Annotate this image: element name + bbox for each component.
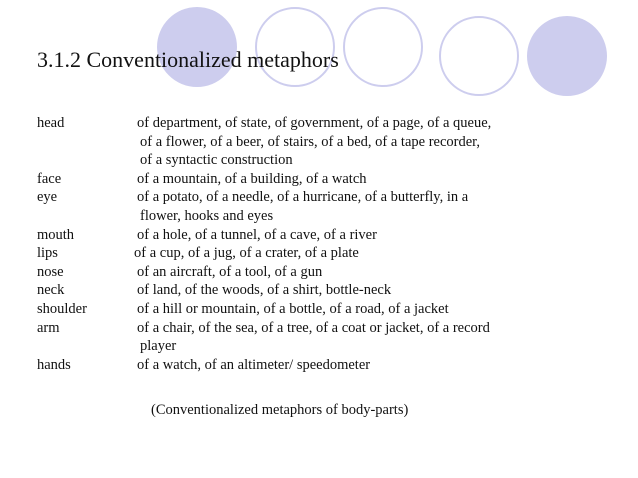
definition-line: of a mountain, of a building, of a watch — [137, 170, 367, 187]
entry-definition — [137, 170, 597, 189]
definition-line: of a chair, of the sea, of a tree, of a coat or jacket, of a record — [137, 319, 490, 336]
definition-line: player — [140, 338, 177, 355]
decorative-circle-ring-3 — [439, 16, 519, 96]
entry-nose — [37, 263, 597, 282]
definition-line: of a cup, of a jug, of a crater, of a plate — [134, 245, 359, 262]
entry-lips — [37, 244, 597, 263]
entry-mouth — [37, 226, 597, 245]
entry-definition — [137, 319, 597, 356]
slide-caption: (Conventionalized metaphors of body-parts) — [151, 402, 409, 418]
entry-definition — [137, 281, 597, 300]
entry-definition — [134, 244, 597, 263]
definition-line: of a syntactic construction — [140, 152, 293, 169]
entry-definition — [137, 188, 597, 225]
definition-line: of a potato, of a needle, of a hurricane, of a butterfly, in a — [137, 189, 469, 206]
slide-title: 3.1.2 Conventionalized metaphors — [37, 47, 339, 72]
decorative-circle-filled-2 — [527, 16, 607, 96]
entry-term: lips — [37, 245, 58, 262]
entry-head — [37, 114, 597, 170]
entry-face — [37, 170, 597, 189]
definition-line: of a flower, of a beer, of stairs, of a bed, of a tape recorder, — [140, 133, 481, 150]
metaphor-list — [37, 114, 597, 374]
entry-definition — [137, 356, 597, 375]
entry-term: face — [37, 170, 62, 187]
entry-term: mouth — [37, 226, 75, 243]
entry-term: neck — [37, 282, 65, 299]
definition-line: of department, of state, of government, of a page, of a queue, — [137, 115, 492, 131]
entry-term: shoulder — [37, 300, 87, 317]
definition-line: of land, of the woods, of a shirt, bottle-neck — [137, 282, 392, 299]
entry-eye — [37, 188, 597, 225]
definition-line: flower, hooks and eyes — [140, 207, 274, 224]
definition-line: of an aircraft, of a tool, of a gun — [137, 263, 323, 280]
entry-term: nose — [37, 263, 64, 280]
definition-line: of a hill or mountain, of a bottle, of a road, of a jacket — [137, 300, 449, 317]
entry-arm — [37, 319, 597, 356]
entry-definition — [137, 114, 597, 170]
entry-hands — [37, 356, 597, 375]
entry-neck — [37, 281, 597, 300]
entry-definition — [137, 300, 597, 319]
definition-line: of a watch, of an altimeter/ speedometer — [137, 356, 371, 373]
entry-term: hands — [37, 356, 71, 373]
decorative-circle-ring-2 — [343, 7, 423, 87]
definition-line: of a hole, of a tunnel, of a cave, of a river — [137, 226, 377, 243]
entry-shoulder — [37, 300, 597, 319]
entry-term: head — [37, 115, 65, 131]
entry-definition — [137, 226, 597, 245]
entry-term: eye — [37, 189, 58, 206]
entry-definition — [137, 263, 597, 282]
entry-term: arm — [37, 319, 60, 336]
